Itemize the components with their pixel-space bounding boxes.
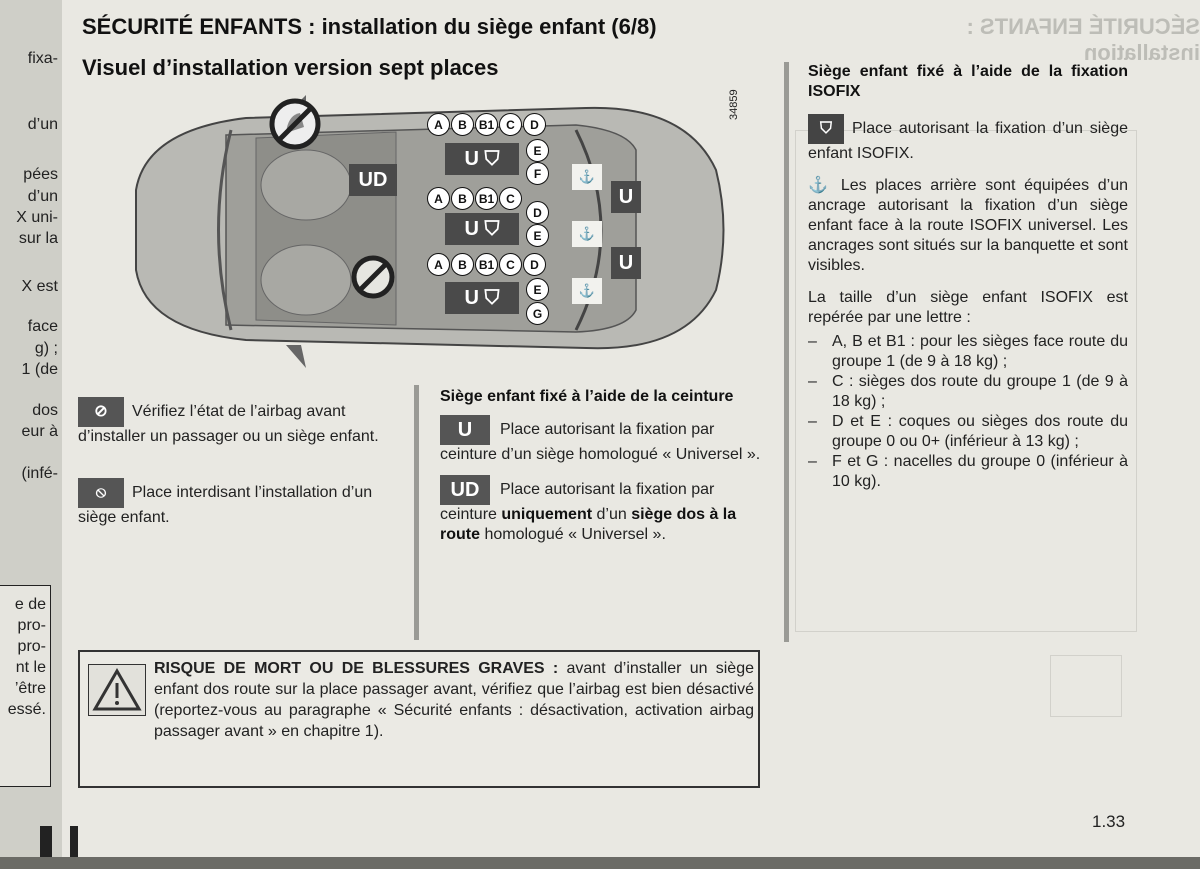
airbag-check-text: Vérifiez l’état de l’airbag avant d’installer un passager ou un siège enfant. (78, 403, 379, 445)
ud-text-emphasis: uniquement (501, 506, 593, 523)
rear-anchors-text: Les places arrière sont équipées d’un ancrage autorisant la fixation d’un siège enfant face à la route ISOFIX universel. Les ancrages sont situés sur la banquette et sont visibles. (808, 177, 1128, 274)
size-letter: A (427, 113, 450, 136)
isofix-letters-row2 (427, 187, 522, 210)
ud-tag: UD (349, 164, 397, 196)
warning-text (154, 658, 754, 742)
u-label: U (464, 217, 479, 240)
previous-page-warning-box (0, 585, 51, 787)
isofix-section-heading: Siège enfant fixé à l’aide de la fixation ISOFIX (808, 63, 1128, 100)
size-letter: D (526, 201, 549, 224)
size-letter: B (451, 187, 474, 210)
edge-line: pro- (17, 617, 46, 634)
size-letter: B (451, 113, 474, 136)
size-letter: C (499, 253, 522, 276)
edge-line: essé. (7, 701, 46, 718)
isofix-seat-icon: ⛉ (484, 286, 500, 309)
size-item-text: A, B et B1 : pour les sièges face route du groupe 1 (de 9 à 18 kg) ; (832, 333, 1128, 370)
list-item: – C : sièges dos route du groupe 1 (de 9 à 18 kg) ; (808, 373, 1128, 410)
size-letter: G (526, 302, 549, 325)
ud-text: Place autorisant la fixation par ceinture (440, 481, 715, 523)
edge-line: d’un (27, 116, 58, 133)
isofix-seat-icon: ⛉ (808, 114, 844, 144)
u-label: U (464, 286, 479, 309)
size-letter: E (526, 224, 549, 247)
warning-body: avant d’installer un siège enfant dos route sur la place passager avant, vérifiez que l’airbag est bien désactivé (reportez-vous au paragraphe « Sécurité enfants : désactivation, activation airbag passager avant » en chapitre 1). (154, 660, 755, 740)
anchor-icon: ⚓ (572, 164, 602, 190)
forbidden-place-text: Place interdisant l’installation d’un siège enfant. (78, 484, 373, 526)
isofix-size-list (808, 332, 1128, 492)
anchor-icon: ⚓ (572, 278, 602, 304)
column-divider (784, 62, 789, 642)
show-through-title: SÉCURITÉ ENFANTS : installation (966, 14, 1200, 65)
isofix-letters-row3 (427, 253, 546, 276)
list-item: – A, B et B1 : pour les sièges face route du groupe 1 (de 9 à 18 kg) ; (808, 333, 1128, 370)
binding-mark (40, 826, 52, 858)
page-number: 1.33 (1092, 812, 1126, 831)
u-isofix-tag (445, 143, 519, 175)
edge-line: nt le (15, 659, 46, 676)
u-definition-text: Place autorisant la fixation par ceinture d’un siège homologué « Universel ». (440, 421, 761, 463)
ud-icon: UD (440, 475, 490, 505)
edge-line: eur à (21, 423, 58, 440)
size-letter: F (526, 162, 549, 185)
binding-mark (70, 826, 78, 858)
edge-line: dos (32, 402, 58, 419)
section-subtitle: Visuel d’installation version sept places (82, 55, 499, 80)
u-isofix-tag (445, 282, 519, 314)
prohibited-icon (350, 254, 396, 300)
isofix-seat-icon: ⛉ (484, 147, 500, 170)
belt-section (440, 387, 762, 545)
warning-triangle-icon (88, 664, 146, 716)
edge-line: pées (23, 166, 58, 183)
edge-line: sur la (18, 230, 58, 247)
edge-line: X uni- (16, 209, 58, 226)
previous-page-edge (0, 0, 62, 858)
size-letter: A (427, 253, 450, 276)
u-definition (440, 415, 762, 465)
anchor-icon: ⚓ (572, 221, 602, 247)
edge-line: 1 (de (21, 361, 58, 378)
size-intro: La taille d’un siège enfant ISOFIX est repérée par une lettre : (808, 289, 1128, 326)
airbag-check-note (78, 397, 394, 447)
list-item: – F et G : nacelles du groupe 0 (inférieur à 10 kg). (808, 453, 1128, 490)
size-letter: B (451, 253, 474, 276)
column-divider (414, 385, 419, 640)
rear-anchors-note (808, 176, 1128, 276)
size-letter: E (526, 139, 549, 162)
size-item-text: C : sièges dos route du groupe 1 (de 9 à 18 kg) ; (832, 373, 1128, 410)
edge-line: (infé- (21, 465, 58, 482)
ud-definition (440, 475, 762, 545)
size-letter: D (523, 113, 546, 136)
prohibited-icon: ⦸ (78, 478, 124, 508)
edge-line: e de (14, 596, 46, 613)
ud-text: d’un (596, 506, 627, 523)
belt-section-heading: Siège enfant fixé à l’aide de la ceinture (440, 388, 734, 405)
airbag-warning-icon (268, 97, 322, 151)
car-top-view-illustration (106, 90, 736, 370)
edge-line: g) ; (34, 340, 58, 357)
size-letter: E (526, 278, 549, 301)
anchor-icon: ⚓ (808, 177, 833, 194)
edge-line: ’être (14, 680, 46, 697)
isofix-section (808, 62, 1128, 492)
size-letter: C (499, 113, 522, 136)
warning-heading: RISQUE DE MORT OU DE BLESSURES GRAVES : (154, 660, 559, 677)
edge-line: face (27, 318, 58, 335)
edge-line: X est (21, 278, 58, 295)
page-title: SÉCURITÉ ENFANTS : installation du siège enfant (6/8) (82, 14, 657, 39)
page-bottom-shadow (0, 857, 1200, 869)
figure-id: 34859 (728, 89, 740, 120)
size-letter: B1 (475, 113, 498, 136)
isofix-place-text: Place autorisant la fixation d’un siège enfant ISOFIX. (808, 120, 1128, 162)
size-letter: B1 (475, 253, 498, 276)
size-letter: B1 (475, 187, 498, 210)
list-item: – D et E : coques ou sièges dos route du groupe 0 ou 0+ (inférieur à 13 kg) ; (808, 413, 1128, 450)
isofix-place-note (808, 114, 1128, 164)
size-letter: C (499, 187, 522, 210)
ud-text-emphasis: siège dos à la route (440, 506, 737, 543)
isofix-letters-row1 (427, 113, 546, 136)
size-item-text: F et G : nacelles du groupe 0 (inférieur à 10 kg). (832, 453, 1128, 490)
u-tag: U (611, 247, 641, 279)
forbidden-place-note (78, 478, 394, 528)
size-item-text: D et E : coques ou sièges dos route du groupe 0 ou 0+ (inférieur à 13 kg) ; (832, 413, 1128, 450)
airbag-icon: ⊘ (78, 397, 124, 427)
edge-line: pro- (17, 638, 46, 655)
u-icon: U (440, 415, 490, 445)
danger-warning-box (78, 650, 760, 788)
size-letter: A (427, 187, 450, 210)
isofix-seat-icon: ⛉ (484, 217, 500, 240)
size-letter: D (523, 253, 546, 276)
show-through-warning (1050, 655, 1122, 717)
u-label: U (464, 147, 479, 170)
ud-text: homologué « Universel ». (484, 526, 666, 543)
edge-line: fixa- (27, 50, 58, 67)
u-isofix-tag (445, 213, 519, 245)
edge-line: d’un (27, 188, 58, 205)
u-tag: U (611, 181, 641, 213)
